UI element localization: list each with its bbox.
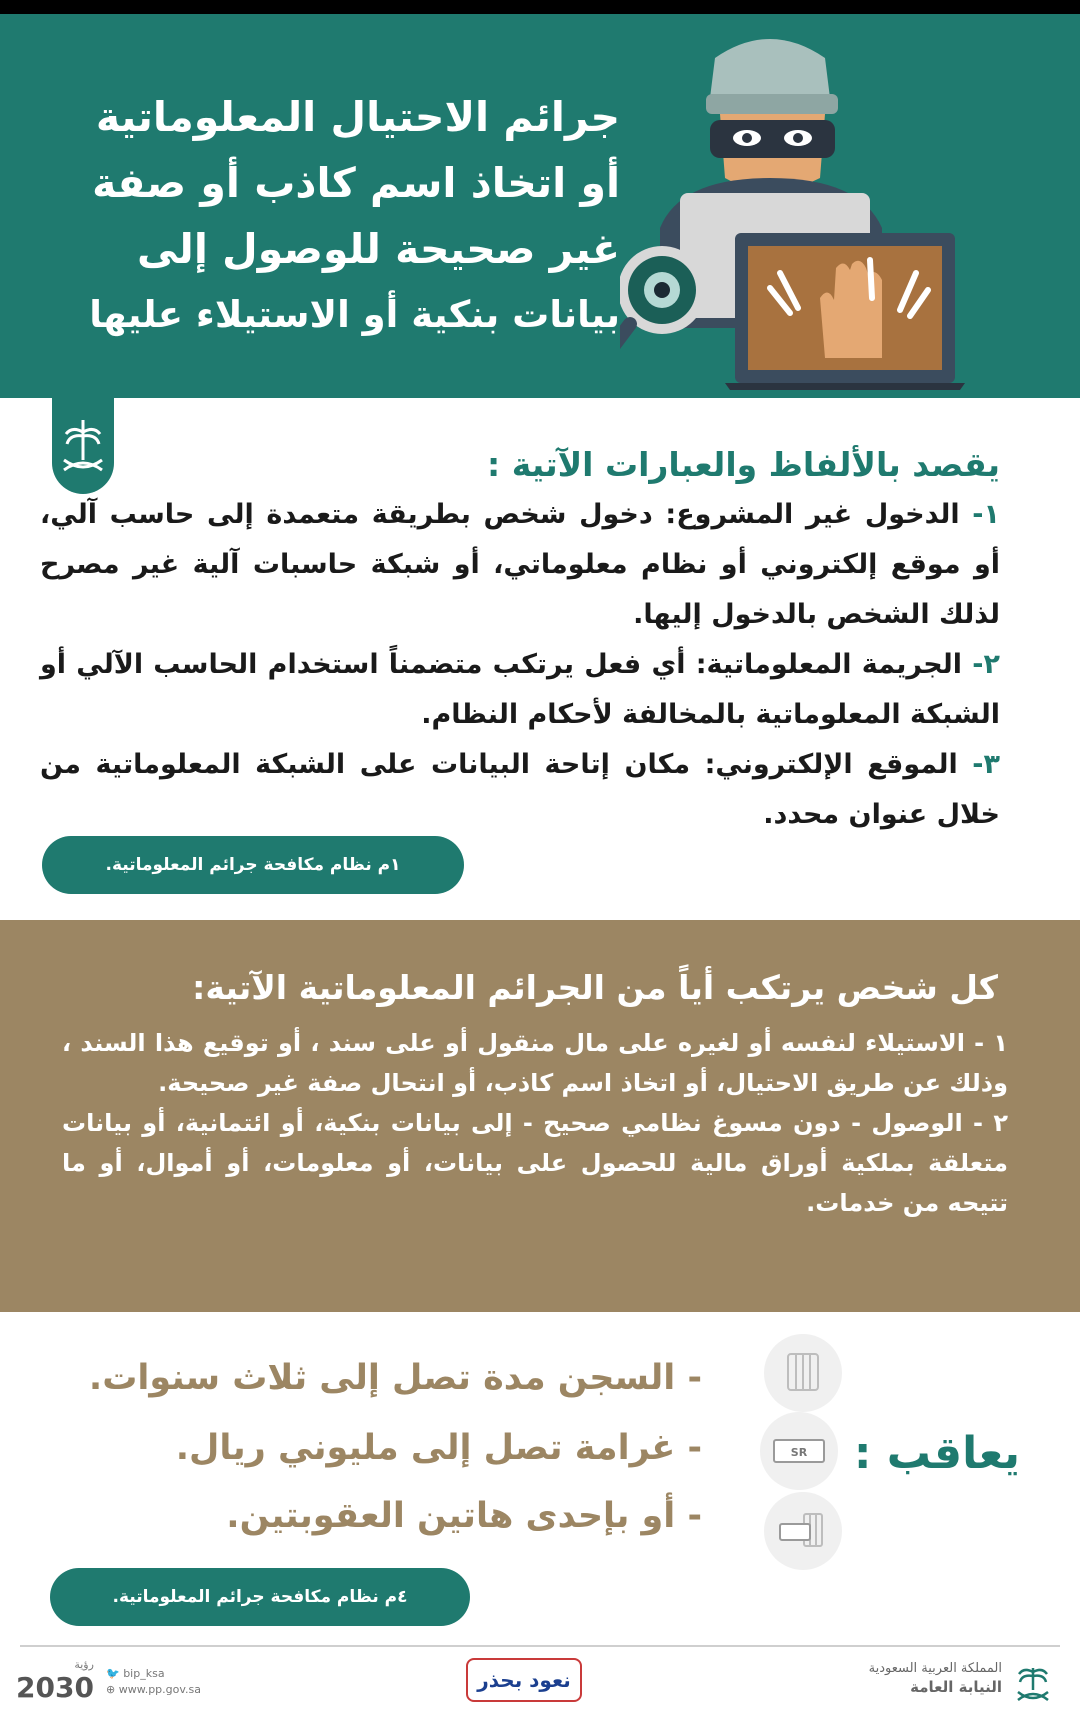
title-line-3: غير صحيحة للوصول إلى: [136, 225, 620, 273]
vision-top: رؤية: [74, 1658, 94, 1671]
punishment-reference-pill: ٤م نظام مكافحة جرائم المعلوماتية.: [50, 1568, 470, 1626]
globe-icon: ⊕: [106, 1683, 116, 1696]
definition-item: ٣- الموقع الإلكتروني: مكان إتاحة البيانات على الشبكة المعلوماتية من خلال عنوان محدد.: [40, 749, 1000, 830]
punishment-item-either: - أو بإحدى هاتين العقوبتين.: [226, 1496, 702, 1536]
top-black-bar: [0, 0, 1080, 14]
crimes-section: [0, 920, 1080, 1312]
hacker-laptop-magnifier-icon: [620, 28, 1060, 398]
prison-bars-icon-circle: [764, 1334, 842, 1412]
page-title: [40, 84, 620, 348]
banknote-sr-icon: [760, 1412, 838, 1490]
banknote-icon-circle: [760, 1412, 838, 1490]
footer: [0, 1650, 1080, 1716]
footer-divider: [20, 1645, 1060, 1647]
vision-2030-logo: [16, 1658, 94, 1704]
website-link[interactable]: ⊕ www.pp.gov.sa: [106, 1683, 201, 1696]
punishment-section: [0, 1320, 1080, 1590]
social-links: [106, 1666, 201, 1698]
title-line-1: جرائم الاحتيال المعلوماتية: [95, 93, 620, 141]
title-line-4: بيانات بنكية أو الاستيلاء عليها: [89, 293, 620, 336]
sr-label: SR: [790, 1446, 808, 1459]
twitter-icon: 🐦: [106, 1667, 120, 1680]
prison-bars-icon: [764, 1334, 842, 1412]
agency-name: المملكة العربية السعودية النيابة العامة: [868, 1661, 1002, 1696]
definition-item: ٢- الجريمة المعلوماتية: أي فعل يرتكب متضمناً استخدام الحاسب الآلي أو الشبكة المعلوماتية بالمخالفة لأحكام النظام.: [40, 649, 1000, 730]
crime-item: ١ - الاستيلاء لنفسه أو لغيره على مال منقول أو على سند ، أو توقيع هذا السند ، وذلك عن طريق الاحتيال، أو اتخاذ اسم كاذب، أو انتحال صفة غير صحيحة.: [62, 1029, 1008, 1097]
title-line-2: أو اتخاذ اسم كاذب أو صفة: [92, 159, 620, 207]
vision-year: 2030: [16, 1671, 94, 1704]
punishment-item-prison: - السجن مدة تصل إلى ثلاث سنوات.: [88, 1358, 702, 1398]
definitions-reference-pill: ١م نظام مكافحة جرائم المعلوماتية.: [42, 836, 464, 894]
crimes-heading: كل شخص يرتكب أياً من الجرائم المعلوماتية الآتية:: [192, 968, 998, 1007]
definition-item: ١- الدخول غير المشروع: دخول شخص بطريقة متعمدة إلى حاسب آلي، أو موقع إلكتروني أو نظام معلوماتي، أو شبكة حاسبات آلية غير مصرح لذلك الشخص بالدخول إليها.: [40, 499, 1000, 630]
crime-item: ٢ - الوصول - دون مسوغ نظامي صحيح - إلى بيانات بنكية، أو ائتمانية، أو بيانات متعلقة بملكية أوراق مالية للحصول على بيانات، أو معلومات، أو أموال، أو ما تتيحه من خدمات.: [62, 1109, 1008, 1217]
campaign-logo: نعود بحذر: [466, 1658, 582, 1702]
crimes-list: [62, 1023, 1008, 1223]
punishment-label: يعاقب :: [853, 1428, 1020, 1479]
twitter-link[interactable]: 🐦 bip_ksa: [106, 1667, 165, 1680]
prison-banknote-icon-circle: [764, 1492, 842, 1570]
punishment-item-fine: - غرامة تصل إلى مليوني ريال.: [175, 1428, 702, 1468]
definitions-section: [40, 440, 1000, 840]
header-banner: [0, 14, 1080, 398]
definitions-heading: يقصد بالألفاظ والعبارات الآتية :: [487, 445, 1000, 484]
prison-banknote-icon: [764, 1492, 842, 1570]
agency-emblem-icon: [1010, 1658, 1056, 1708]
